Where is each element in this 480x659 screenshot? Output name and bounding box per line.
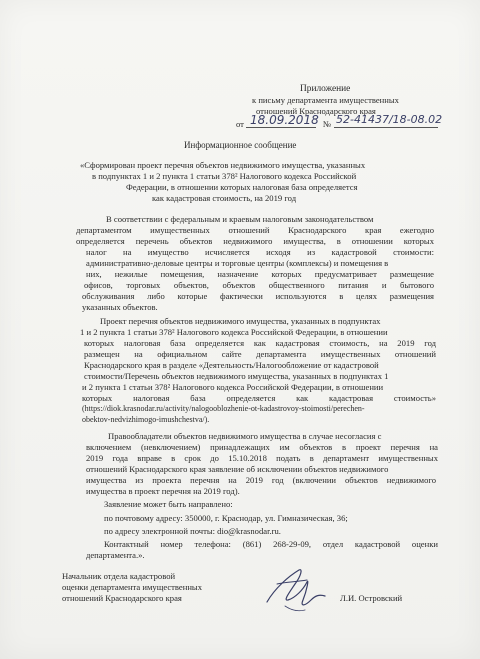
appendix-line2: отношений Краснодарского края (256, 106, 376, 116)
signatory-name: Л.И. Островский (340, 593, 403, 603)
contacts-email: по адресу электронной почты: dio@krasnodar.ru. (104, 526, 281, 536)
p1-line: департаментом имущественных отношений Краснодарского края ежегодно (76, 225, 434, 235)
p3-line: включением (невключением) принадлежащих им объектов в проект перечня на (86, 442, 438, 452)
quote-line: Федерации, в отношении которых налоговая база определяется (126, 182, 358, 192)
p3-line: имущества в проект перечня на 2019 год). (86, 486, 240, 496)
contacts-line: Заявление может быть направлено: (104, 499, 233, 509)
p2-url-line: (https://diok.krasnodar.ru/activity/nalogooblozhenie-ot-kadastrovoy-stoimosti/perechen- (82, 404, 365, 413)
signatory-title-line: Начальник отдела кадастровой (62, 571, 176, 581)
p1-line: указанных объектов. (82, 302, 158, 312)
appendix-from-label: от (236, 119, 244, 129)
p1-line: обслуживания либо которые фактически используются в целях размещения (82, 291, 434, 301)
quote-line: «Сформирован проект перечня объектов недвижимого имущества, указанных (80, 160, 366, 170)
document-heading: Информационное сообщение (184, 140, 297, 150)
quote-line: в подпунктах 1 и 2 пункта 1 статьи 378² Налогового кодекса Российской (92, 171, 357, 181)
contacts-postal: по почтовому адресу: 350000, г. Краснодар, ул. Гимназическая, 36; (104, 513, 348, 523)
p2-line: и 2 пункта 1 статьи 378² Налогового кодекса Российской Федерации, в отношении (82, 382, 384, 392)
date-underline (246, 127, 316, 128)
p1-line: В соответствии с федеральным и краевым налоговым законодательством (106, 214, 374, 224)
p2-line: Краснодарского края в разделе «Деятельность/Налогообложение от кадастровой (84, 360, 379, 370)
signatory-title-line: отношений Краснодарского края (62, 593, 182, 603)
p2-line: которых налоговая база определяется как кадастровая стоимость» (82, 393, 436, 403)
number-underline (334, 127, 438, 128)
p3-line: Правообладатели объектов недвижимого имущества в случае несогласия с (108, 431, 382, 441)
p2-url-line: obektov-nedvizhimogo-imushchestva/). (82, 415, 210, 424)
p1-line: административно-деловые центры и торговые центры (комплексы) и помещения в (86, 258, 389, 268)
p1-line: налог на имущество исчисляется исходя из кадастровой стоимости: (86, 247, 434, 257)
p1-line: них, нежилые помещения, назначение которых предусматривает размещение (86, 269, 434, 279)
p3-line: 2019 года вправе в срок до 15.10.2018 подать в департамент имущественных (86, 453, 438, 463)
p1-line: офисов, торговых объектов, объектов общественного питания и бытового (84, 280, 434, 290)
p2-line: стоимости/Перечень объектов недвижимого имущества, указанных в подпунктах 1 (84, 371, 389, 381)
p2-line: которых налоговая база определяется как кадастровая стоимость, на 2019 год (84, 338, 436, 348)
p2-line: 1 и 2 пункта 1 статьи 378² Налогового кодекса Российской Федерации, в отношении (80, 327, 388, 337)
contacts-line: департамента.». (86, 550, 145, 560)
signatory-title-line: оценки департамента имущественных (62, 582, 203, 592)
handwritten-signature (255, 560, 335, 620)
appendix-title: Приложение (300, 84, 351, 94)
appendix-no-label: № (323, 119, 332, 129)
p1-line: определяется перечень объектов недвижимого имущества, в отношении которых (76, 236, 434, 246)
appendix-number: 52-41437/18-08.02 (336, 113, 443, 126)
quote-line: как кадастровая стоимость, на 2019 год (152, 193, 297, 203)
p3-line: имущества из проекта перечня на 2019 год (включении объектов недвижимого (86, 475, 436, 485)
appendix-line1: к письму департамента имущественных (252, 95, 399, 105)
contacts-phone: Контактный номер телефона: (861) 268-29-09, отдел кадастровой оценки (104, 539, 438, 549)
p2-line: размещен на официальном сайте департамента имущественных отношений (84, 349, 436, 359)
p3-line: отношений Краснодарского края заявление об исключении объектов недвижимого (86, 464, 389, 474)
appendix-date: 18.09.2018 (250, 113, 319, 127)
p2-line: Проект перечня объектов недвижимого имущества, указанных в подпунктах (100, 316, 381, 326)
